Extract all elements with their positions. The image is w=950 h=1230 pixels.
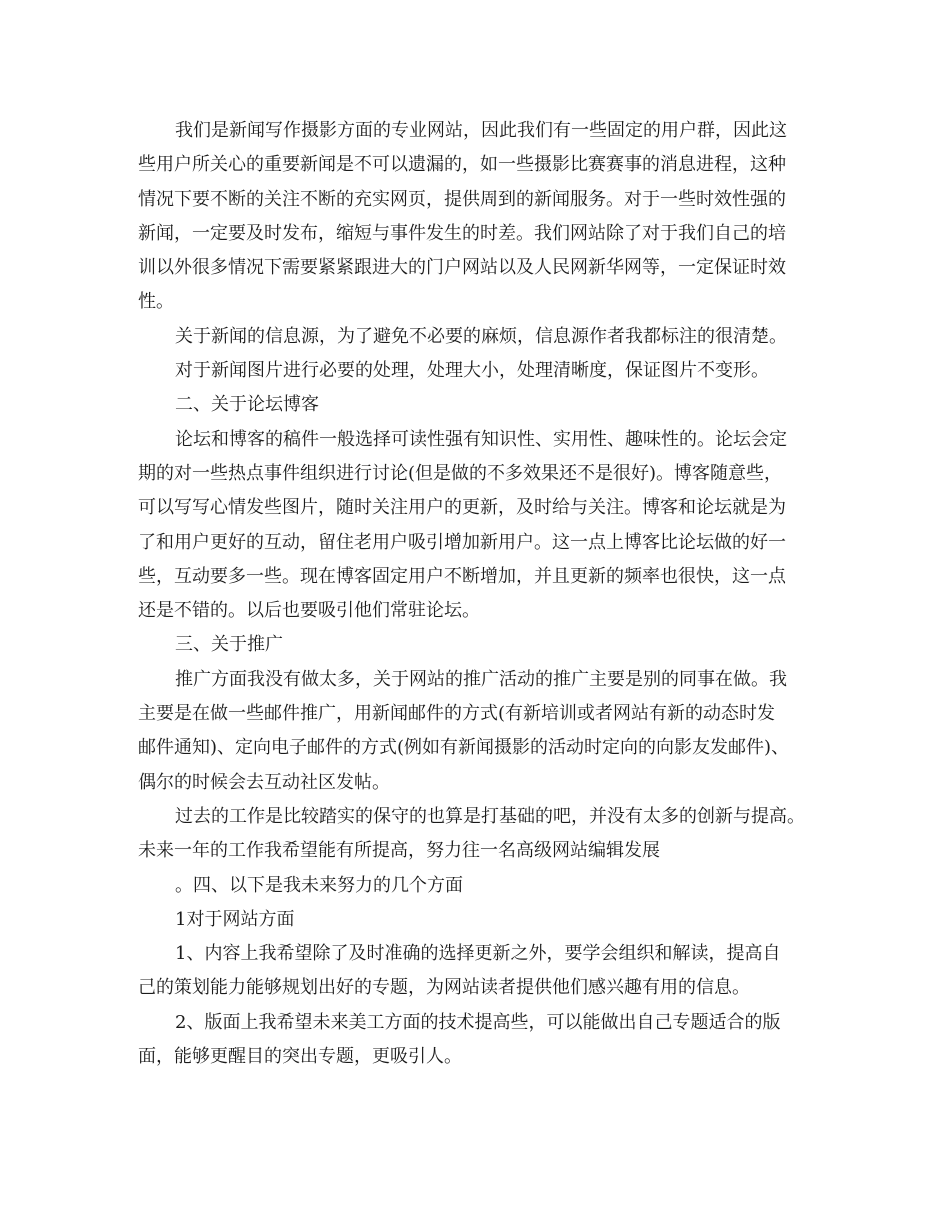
text-line: 面，能够更醒目的突出专题，更吸引人。 — [138, 1046, 462, 1068]
para-summary — [138, 800, 838, 869]
text-line: 还是不错的。以后也要吸引他们常驻论坛。 — [138, 600, 480, 622]
para-news-source — [138, 320, 838, 354]
para-news-timeliness — [138, 114, 838, 320]
text-line: 推广方面我没有做太多，关于网站的推广活动的推广主要是别的同事在做。我 — [175, 668, 787, 690]
heading-future — [138, 869, 838, 903]
para-promotion — [138, 663, 838, 800]
text-line: 我们是新闻写作摄影方面的专业网站，因此我们有一些固定的用户群，因此这 — [175, 120, 787, 141]
text-line: 未来一年的工作我希望能有所提高，努力往一名高级网站编辑发展 — [138, 840, 660, 862]
text-line: 些，互动要多一些。现在博客固定用户不断增加，并且更新的频率也很快，这一点 — [138, 565, 786, 587]
section-heading: 1对于网站方面 — [175, 908, 295, 930]
para-content-plan — [138, 937, 838, 1006]
heading-website — [138, 903, 838, 937]
para-layout-plan — [138, 1006, 838, 1075]
text-line: 己的策划能力能够规划出好的专题，为网站读者提供他们感兴趣有用的信息。 — [138, 977, 750, 999]
heading-forum-blog — [138, 388, 838, 422]
text-line: 1、内容上我希望除了及时准确的选择更新之外，要学会组织和解读，提高自 — [175, 943, 781, 965]
document-body — [138, 114, 838, 1074]
text-line: 可以写写心情发些图片，随时关注用户的更新，及时给与关注。博客和论坛就是为 — [138, 497, 786, 519]
text-line: 关于新闻的信息源，为了避免不必要的麻烦，信息源作者我都标注的很清楚。 — [175, 325, 787, 347]
para-forum-blog — [138, 423, 838, 629]
text-line: 2、版面上我希望未来美工方面的技术提高些，可以能做出自己专题适合的版 — [175, 1011, 781, 1033]
heading-promotion — [138, 628, 838, 662]
text-line: 情况下要不断的关注不断的充实网页，提供周到的新闻服务。对于一些时效性强的 — [138, 188, 786, 210]
text-line: 新闻，一定要及时发布，缩短与事件发生的时差。我们网站除了对于我们自己的培 — [138, 222, 786, 244]
para-news-images — [138, 354, 838, 388]
text-line: 了和用户更好的互动，留住老用户吸引增加新用户。这一点上博客比论坛做的好一 — [138, 531, 786, 553]
section-heading: 三、关于推广 — [175, 634, 283, 656]
text-line: 期的对一些热点事件组织进行讨论(但是做的不多效果还不是很好)。博客随意些， — [138, 462, 783, 484]
text-line: 主要是在做一些邮件推广，用新闻邮件的方式(有新培训或者网站有新的动态时发 — [138, 703, 776, 725]
text-line: 过去的工作是比较踏实的保守的也算是打基础的吧，并没有太多的创新与提高。 — [175, 805, 805, 827]
text-line: 性。 — [138, 291, 174, 313]
section-heading: 二、关于论坛博客 — [175, 394, 319, 416]
text-line: 训以外很多情况下需要紧紧跟进大的门户网站以及人民网新华网等，一定保证时效 — [138, 257, 786, 279]
text-line: 些用户所关心的重要新闻是不可以遗漏的，如一些摄影比赛赛事的消息进程，这种 — [138, 154, 786, 176]
text-line: 对于新闻图片进行必要的处理，处理大小，处理清晰度，保证图片不变形。 — [175, 360, 769, 382]
section-heading: 。四、以下是我未来努力的几个方面 — [175, 874, 463, 896]
text-line: 邮件通知)、定向电子邮件的方式(例如有新闻摄影的活动时定向的向影友发邮件)、 — [138, 737, 790, 759]
text-line: 偶尔的时候会去互动社区发帖。 — [138, 771, 390, 793]
text-line: 论坛和博客的稿件一般选择可读性强有知识性、实用性、趣味性的。论坛会定 — [175, 428, 787, 450]
